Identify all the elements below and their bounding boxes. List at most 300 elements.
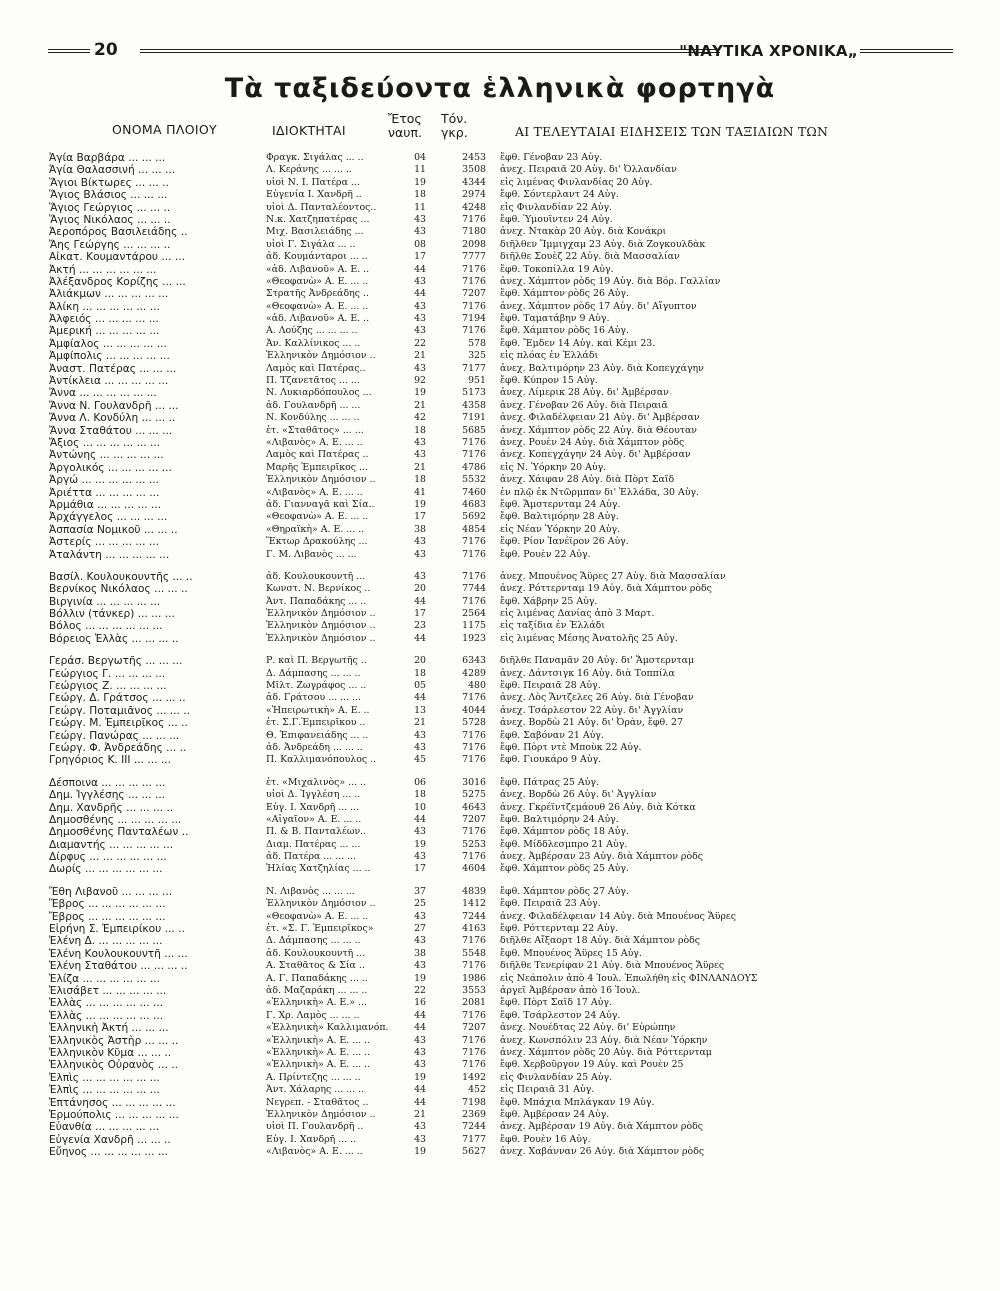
column-header-year-bottom: ναυπ. bbox=[388, 125, 422, 140]
build-year: 43 bbox=[414, 325, 426, 337]
build-year: 19 bbox=[414, 387, 426, 399]
owner-name: Λαμὸς καὶ Πατέρας.. bbox=[266, 362, 366, 374]
gross-tons: 7207 bbox=[462, 813, 486, 825]
ship-name: Δωρίς ... ... ... ... ... ... bbox=[49, 863, 163, 876]
ship-name: Ἑλληνικὴ Ἀκτή ... ... ... bbox=[49, 1022, 169, 1035]
ship-name: Ἀμφίπολις ... ... ... ... ... bbox=[49, 350, 170, 363]
voyage-news: εἰς Φινλανδίαν 25 Αὐγ. bbox=[500, 1071, 613, 1083]
gross-tons: 7244 bbox=[462, 910, 486, 922]
owner-name: Π. Καλλιμανόπουλος .. bbox=[266, 754, 377, 766]
build-year: 43 bbox=[414, 729, 426, 741]
column-header-news: ΑΙ ΤΕΛΕΥΤΑΙΑΙ ΕΙΔΗΣΕΙΣ ΤΩΝ ΤΑΞΙΔΙΩΝ ΤΩΝ bbox=[515, 124, 829, 139]
ship-name: Δίρφυς ... ... ... ... ... ... bbox=[49, 851, 167, 864]
table-row bbox=[0, 536, 1000, 548]
ship-name: Ἑλένη Δ. ... ... ... ... ... bbox=[49, 935, 163, 948]
ship-name: Ἑλλὰς ... ... ... ... ... ... bbox=[49, 997, 164, 1010]
table-row bbox=[0, 1146, 1000, 1158]
ship-name: Ἅγιος Βλάσιος ... ... ... bbox=[49, 189, 168, 202]
table-row bbox=[0, 363, 1000, 375]
table-row bbox=[0, 449, 1000, 461]
ship-name: Ἑλλὰς ... ... ... ... ... ... bbox=[49, 1009, 164, 1022]
voyage-news: ἀνεχ. Γένοβαν 26 Αὐγ. διὰ Πειραιᾶ bbox=[500, 399, 668, 411]
voyage-news: ἔφθ. Ρόττερνταμ 22 Αὐγ. bbox=[500, 923, 619, 935]
build-year: 44 bbox=[414, 1084, 426, 1096]
owner-name: «ἀδ. Λιβανοῦ» Α. Ε. .. bbox=[266, 263, 370, 275]
voyage-news: διῆλθε Παναμᾶν 20 Αὐγ. δι' Ἄμστερνταμ bbox=[500, 655, 695, 667]
ship-name: Ἀταλάντη ... ... ... ... ... bbox=[49, 548, 170, 561]
gross-tons: 1986 bbox=[462, 972, 486, 984]
voyage-news: ἀνεχ. Χάμπτον ρὸδς 17 Αὐγ. δι' Αἴγυπτον bbox=[500, 300, 697, 312]
table-row bbox=[0, 814, 1000, 826]
owner-name: Μαρῆς Ἐμπειρῖκος ... bbox=[266, 461, 368, 473]
gross-tons: 5692 bbox=[462, 511, 486, 523]
owner-name: «Αἰγαῖον» Α. Ε. ... .. bbox=[266, 813, 362, 825]
ship-name: Ἀστερίς ... ... ... ... ... bbox=[49, 536, 159, 549]
ship-name: Ἀρμάθια ... ... ... ... ... bbox=[49, 498, 162, 511]
build-year: 18 bbox=[414, 424, 426, 436]
table-row bbox=[0, 226, 1000, 238]
build-year: 43 bbox=[414, 1046, 426, 1058]
gross-tons: 4248 bbox=[462, 201, 486, 213]
voyage-news: ἔφθ. Πάτρας 25 Αὐγ. bbox=[500, 776, 599, 788]
build-year: 16 bbox=[414, 997, 426, 1009]
table-row bbox=[0, 886, 1000, 898]
table-row bbox=[0, 898, 1000, 910]
table-row bbox=[0, 935, 1000, 947]
voyage-news: ἀνεχ. Χάιφαν 28 Αὐγ. διὰ Πὸρτ Σαΐδ bbox=[500, 474, 675, 486]
build-year: 92 bbox=[414, 375, 426, 387]
table-row bbox=[0, 313, 1000, 325]
voyage-news: ἀνεχ. Φιλαδέλφειαν 21 Αὐγ. δι' Ἀμβέρσαν bbox=[500, 412, 700, 424]
column-header-ship: ΟΝΟΜΑ ΠΛΟΙΟΥ bbox=[112, 122, 217, 137]
gross-tons: 325 bbox=[468, 350, 486, 362]
table-row bbox=[0, 1059, 1000, 1071]
ship-name: Δημ. Χανδρῆς ... ... ... .. bbox=[49, 801, 174, 814]
ship-name: Βιργινία ... ... ... ... ... bbox=[49, 595, 161, 608]
table-row bbox=[0, 680, 1000, 692]
ship-name: Ἑλληνικὸν Κῦμα ... ... .. bbox=[49, 1046, 172, 1059]
gross-tons: 7176 bbox=[462, 263, 486, 275]
owner-name: Γ. Μ. Λιβανὸς ... ... bbox=[266, 548, 357, 560]
owner-name: Α. Λούζης ... ... ... .. bbox=[266, 325, 358, 337]
owner-name: Ἕκτωρ Δρακούλης ... bbox=[266, 536, 368, 548]
voyage-news: ἔφθ. Ἀμβέρσαν 24 Αὐγ. bbox=[500, 1108, 610, 1120]
ship-name: Γεώργιος Γ. ... ... ... ... bbox=[49, 667, 166, 680]
build-year: 18 bbox=[414, 189, 426, 201]
owner-name: ἑτ. Σ.Γ.Ἐμπειρῖκου .. bbox=[266, 717, 366, 729]
ship-name: Ἑρμούπολις ... ... ... ... ... bbox=[49, 1108, 179, 1121]
gross-tons: 4344 bbox=[462, 176, 486, 188]
build-year: 27 bbox=[414, 923, 426, 935]
gross-tons: 7460 bbox=[462, 486, 486, 498]
build-year: 44 bbox=[414, 263, 426, 275]
voyage-news: εἰς λιμένας Φινλανδίας 20 Αὐγ. bbox=[500, 176, 653, 188]
voyage-news: εἰς λιμένας Δανίας ἀπὸ 3 Μαρτ. bbox=[500, 608, 655, 620]
owner-name: Νεγρεπ. - Σταθᾶτος .. bbox=[266, 1096, 369, 1108]
voyage-news: ἀνεχ. Λίμερικ 28 Αὐγ. δι' Ἀμβέρσαν bbox=[500, 387, 669, 399]
ship-name: Ἄννα ... ... ... ... ... ... bbox=[49, 387, 157, 400]
owner-name: «Ἑλληνικὴ» Α. Ε. ... .. bbox=[266, 1046, 371, 1058]
gross-tons: 951 bbox=[468, 375, 486, 387]
ship-name: Ἀμερική ... ... ... ... ... bbox=[49, 325, 160, 338]
voyage-news: ἔφθ. Γιουκάρο 9 Αὐγ. bbox=[500, 754, 602, 766]
ship-name: Διαμαντής ... ... ... ... ... bbox=[49, 838, 174, 851]
table-row bbox=[0, 1035, 1000, 1047]
page-title: Τὰ ταξιδεύοντα ἑλληνικὰ φορτηγὰ bbox=[224, 73, 776, 104]
build-year: 43 bbox=[414, 851, 426, 863]
owner-name: «Θεοφανὼ» Α. Ε. ... .. bbox=[266, 511, 369, 523]
ship-name: Ἀλφειός ... ... ... ... ... bbox=[49, 313, 159, 326]
table-row bbox=[0, 251, 1000, 263]
owner-name: ἑτ. «Σταθᾶτος» ... ... bbox=[266, 424, 364, 436]
gross-tons: 5627 bbox=[462, 1146, 486, 1158]
voyage-news: ἀνεχ. Νουέδτας 22 Αὐγ. δι' Εὐρώπην bbox=[500, 1022, 676, 1034]
owner-name: ἀδ. Γράτσου ... ... ... bbox=[266, 692, 361, 704]
build-year: 10 bbox=[414, 801, 426, 813]
header-rule-right bbox=[860, 49, 953, 53]
build-year: 44 bbox=[414, 813, 426, 825]
voyage-news: ἔφθ. Χάμπτον ρὸδς 26 Αὐγ. bbox=[500, 288, 629, 300]
build-year: 43 bbox=[414, 436, 426, 448]
build-year: 23 bbox=[414, 620, 426, 632]
table-row bbox=[0, 1084, 1000, 1096]
voyage-news: ἀνεχ. Ἀμβέρσαν 23 Αὐγ. διὰ Χάμπτον ρὸδς bbox=[500, 851, 703, 863]
gross-tons: 4854 bbox=[462, 523, 486, 535]
header-rule-left bbox=[48, 49, 90, 53]
table-row bbox=[0, 754, 1000, 766]
build-year: 18 bbox=[414, 667, 426, 679]
ship-name: Ἑλισάβετ ... ... ... ... ... bbox=[49, 985, 167, 997]
voyage-news: ἀνεχ. Ντακὰρ 20 Αὐγ. διὰ Κονάκρι bbox=[500, 226, 667, 238]
gross-tons: 7194 bbox=[462, 313, 486, 325]
build-year: 20 bbox=[414, 583, 426, 595]
voyage-news: ἔφθ. Μίδδλεσμπρο 21 Αὐγ. bbox=[500, 838, 628, 850]
gross-tons: 4839 bbox=[462, 885, 486, 897]
owner-name: Ν. Λιβανὸς ... ... ... bbox=[266, 885, 355, 897]
ship-name: Ἅγιος Νικόλαος ... ... .. bbox=[49, 213, 171, 226]
gross-tons: 7191 bbox=[462, 412, 486, 424]
build-year: 45 bbox=[414, 754, 426, 766]
owner-name: ἀδ. Γουλανδρῆ ... ... bbox=[266, 399, 361, 411]
build-year: 44 bbox=[414, 692, 426, 704]
gross-tons: 452 bbox=[468, 1084, 486, 1096]
owner-name: υἱοὶ Γ. Σιγάλα ... .. bbox=[266, 238, 356, 250]
owner-name: Π. Τζανετᾶτος ... ... bbox=[266, 375, 360, 387]
ship-name: Ἑλληνικὸς Οὐρανὸς ... .. bbox=[49, 1059, 178, 1072]
owner-name: Κωνστ. Ν. Βερνίκος .. bbox=[266, 583, 371, 595]
gross-tons: 7777 bbox=[462, 251, 486, 263]
ship-name: Βασίλ. Κουλουκουντῆς ... .. bbox=[49, 570, 193, 583]
owner-name: «Λιβανὸς» Α. Ε. ... .. bbox=[266, 1146, 363, 1158]
ship-name: Ἀλίκη ... ... ... ... ... ... bbox=[49, 300, 160, 313]
ship-name: Γεώργ. Ποταμιᾶνος ... ... .. bbox=[49, 704, 191, 717]
build-year: 17 bbox=[414, 251, 426, 263]
gross-tons: 7176 bbox=[462, 741, 486, 753]
build-year: 21 bbox=[414, 399, 426, 411]
gross-tons: 7176 bbox=[462, 536, 486, 548]
ship-name: Ἀλέξανδρος Κορίζης ... ... bbox=[49, 275, 186, 288]
voyage-news: ἔφθ. Μπάχια Μπλάγκαν 19 Αὐγ. bbox=[500, 1096, 655, 1108]
gross-tons: 2369 bbox=[462, 1108, 486, 1120]
voyage-news: ἔφθ. Ταματάβην 9 Αὐγ. bbox=[500, 313, 610, 325]
table-row bbox=[0, 387, 1000, 399]
voyage-news: διῆλθε Τενερίφαν 21 Αὐγ. διὰ Μπουένος Ἄϋρες bbox=[500, 960, 725, 972]
ship-name: Αἰκατ. Κουμαντάρου ... ... bbox=[49, 251, 186, 264]
table-row bbox=[0, 777, 1000, 789]
build-year: 43 bbox=[414, 548, 426, 560]
ship-name: Εὔηνος ... ... ... ... ... ... bbox=[49, 1146, 168, 1159]
gross-tons: 7176 bbox=[462, 1009, 486, 1021]
voyage-news: ἔφθ. Βαλτιμόρην 28 Αὐγ. bbox=[500, 511, 619, 523]
table-row bbox=[0, 437, 1000, 449]
ship-name: Ἔθη Λιβανοῦ ... ... ... ... bbox=[49, 885, 173, 898]
voyage-news: ἀνεχ. Ρόττερνταμ 19 Αὐγ. διὰ Χάμπτον ρὸδς bbox=[500, 583, 712, 595]
table-row bbox=[0, 487, 1000, 499]
owner-name: Δ. Δάμπασης ... ... .. bbox=[266, 667, 361, 679]
build-year: 13 bbox=[414, 704, 426, 716]
ship-name: Ἀμφίαλος ... ... ... ... ... bbox=[49, 337, 167, 350]
owner-name: Ἀντ. Χάλαρης ... ... .. bbox=[266, 1084, 365, 1096]
build-year: 43 bbox=[414, 910, 426, 922]
gross-tons: 1175 bbox=[462, 620, 486, 632]
table-row bbox=[0, 412, 1000, 424]
ship-name: Γεώργ. Δ. Γράτσος ... ... .. bbox=[49, 692, 186, 705]
voyage-news: ἔφθ. Ἔμδεν 14 Αὐγ. καὶ Κέμι 23. bbox=[500, 337, 656, 349]
table-row bbox=[0, 1022, 1000, 1034]
owner-name: Ἑλληνικὸν Δημόσιον .. bbox=[266, 620, 376, 632]
gross-tons: 5685 bbox=[462, 424, 486, 436]
group-separator bbox=[0, 561, 1000, 571]
ship-name: Εὐγενία Χανδρῆ ... ... .. bbox=[49, 1133, 171, 1146]
voyage-news: ἀνεχ. Χάμπτον ρὸδς 19 Αὐγ. διὰ Βόρ. Γαλλίαν bbox=[500, 275, 721, 287]
voyage-news: ἔφθ. Πειραιᾶ 28 Αὐγ. bbox=[500, 680, 601, 692]
table-row bbox=[0, 214, 1000, 226]
build-year: 17 bbox=[414, 608, 426, 620]
voyage-news: ἔφθ. Τοκοπίλλα 19 Αὐγ. bbox=[500, 263, 614, 275]
voyage-news: ἔφθ. Πὸρτ Σαΐδ 17 Αὐγ. bbox=[500, 997, 612, 1009]
gross-tons: 5728 bbox=[462, 717, 486, 729]
voyage-news: ἔφθ. Βαλτιμόρην 24 Αὐγ. bbox=[500, 813, 619, 825]
table-row bbox=[0, 973, 1000, 985]
voyage-news: ἔφθ. Τσάρλεστον 24 Αὐγ. bbox=[500, 1009, 621, 1021]
voyage-news: εἰς λιμένας Μέσης Ἀνατολῆς 25 Αὐγ. bbox=[500, 632, 678, 644]
owner-name: Μῖλτ. Ζωγράφος ... .. bbox=[266, 680, 367, 692]
build-year: 19 bbox=[414, 1071, 426, 1083]
ship-name: Ἁγία Βαρβάρα ... ... ... bbox=[49, 152, 166, 164]
build-year: 43 bbox=[414, 313, 426, 325]
ship-name: Ἁγία Θαλασσινή ... ... ... bbox=[49, 164, 176, 177]
owner-name: ἀδ. Πατέρα ... ... ... bbox=[266, 851, 357, 863]
ship-name: Βερνίκος Νικόλαος ... ... .. bbox=[49, 583, 188, 596]
voyage-news: εἰς Πειραιᾶ 31 Αὐγ. bbox=[500, 1084, 595, 1096]
gross-tons: 480 bbox=[468, 680, 486, 692]
ship-name: Ἄξιος ... ... ... ... ... ... bbox=[49, 436, 161, 449]
voyage-news: ἀνεχ. Φιλαδέλφειαν 14 Αὐγ. διὰ Μπουένος Ἄϋρες bbox=[500, 910, 737, 922]
build-year: 38 bbox=[414, 523, 426, 535]
gross-tons: 4643 bbox=[462, 801, 486, 813]
build-year: 19 bbox=[414, 498, 426, 510]
gross-tons: 4683 bbox=[462, 498, 486, 510]
voyage-news: εἰς Ν. Ὑόρκην 20 Αὐγ. bbox=[500, 461, 607, 473]
owner-name: Γ. Χρ. Λαμὸς ... ... .. bbox=[266, 1009, 360, 1021]
voyage-news: ἀνεχ. Δάντσιγκ 16 Αὐγ. διὰ Τοππίλα bbox=[500, 667, 675, 679]
gross-tons: 1923 bbox=[462, 632, 486, 644]
ship-name: Βόρειος Ἑλλὰς ... ... ... .. bbox=[49, 632, 179, 645]
ship-name: Ἀντώνης ... ... ... ... ... bbox=[49, 449, 164, 462]
table-row bbox=[0, 425, 1000, 437]
table-row bbox=[0, 655, 1000, 667]
owner-name: Θ. Ἐπιφανειάδης ... .. bbox=[266, 729, 369, 741]
voyage-news: ἔφθ. Χάμπτον ρὸδς 27 Αὐγ. bbox=[500, 885, 629, 897]
gross-tons: 5532 bbox=[462, 474, 486, 486]
build-year: 19 bbox=[414, 1146, 426, 1158]
ship-name: Ἑπτάνησος ... ... ... ... ... bbox=[49, 1096, 176, 1109]
build-year: 06 bbox=[414, 776, 426, 788]
voyage-news: ἔφθ. Χάμπτον ρὸδς 18 Αὐγ. bbox=[500, 826, 629, 838]
owner-name: ἀδ. Κουμάνταροι ... .. bbox=[266, 251, 368, 263]
voyage-news: ἔφθ. Χάμπτον ρὸδς 25 Αὐγ. bbox=[500, 863, 629, 875]
table-row bbox=[0, 524, 1000, 536]
gross-tons: 5275 bbox=[462, 789, 486, 801]
build-year: 25 bbox=[414, 898, 426, 910]
voyage-news: ἔφθ. Πειραιᾶ 23 Αὐγ. bbox=[500, 898, 601, 910]
table-row bbox=[0, 668, 1000, 680]
gross-tons: 7176 bbox=[462, 595, 486, 607]
build-year: 43 bbox=[414, 1059, 426, 1071]
ship-name: Ἄννα Σταθάτου ... ... ... bbox=[49, 424, 173, 437]
gross-tons: 7176 bbox=[462, 213, 486, 225]
build-year: 43 bbox=[414, 935, 426, 947]
voyage-news: διῆλθε Σουὲζ 22 Αὐγ. διὰ Μασσαλίαν bbox=[500, 251, 680, 263]
owner-name: Π. & Β. Πανταλέων.. bbox=[266, 826, 367, 838]
voyage-news: εἰς πλόας ἐν Ἑλλάδι bbox=[500, 350, 599, 362]
voyage-news: ἔφθ. Ἄμστερνταμ 24 Αὐγ. bbox=[500, 498, 621, 510]
build-year: 43 bbox=[414, 213, 426, 225]
voyage-news: ἀνεχ. Μπουένος Ἄϋρες 27 Αὐγ. διὰ Μασσαλίαν bbox=[500, 570, 726, 582]
owner-name: Ἀν. Καλλίνικος ... .. bbox=[266, 337, 361, 349]
ship-name: Ἄης Γεώργης ... ... ... .. bbox=[49, 238, 171, 251]
voyage-news: ἀνεχ. Βορδὼ 26 Αὐγ. δι' Ἀγγλίαν bbox=[500, 789, 657, 801]
owner-name: ἀδ. Γιανναγᾶ καὶ Σία.. bbox=[266, 498, 375, 510]
gross-tons: 7244 bbox=[462, 1121, 486, 1133]
voyage-news: εἰς Φινλανδίαν 22 Αὐγ. bbox=[500, 201, 613, 213]
table-row bbox=[0, 239, 1000, 251]
owner-name: Ἑλληνικὸν Δημόσιον .. bbox=[266, 608, 376, 620]
voyage-news: ἔφθ. Ρουὲν 16 Αὐγ. bbox=[500, 1133, 591, 1145]
table-row bbox=[0, 839, 1000, 851]
table-row bbox=[0, 1121, 1000, 1133]
table-row bbox=[0, 474, 1000, 486]
owner-name: ἑτ. «Σ. Γ. Ἐμπειρῖκος» bbox=[266, 923, 374, 935]
gross-tons: 2098 bbox=[462, 238, 486, 250]
voyage-news: ἀνεχ. Βαλτιμόρην 23 Αὐγ. διὰ Κοπεγχάγην bbox=[500, 362, 704, 374]
gross-tons: 7176 bbox=[462, 729, 486, 741]
gross-tons: 1492 bbox=[462, 1071, 486, 1083]
build-year: 38 bbox=[414, 947, 426, 959]
gross-tons: 4786 bbox=[462, 461, 486, 473]
build-year: 18 bbox=[414, 789, 426, 801]
owner-name: Ν. Κονδύλης ... ... .. bbox=[266, 412, 360, 424]
voyage-news: ἀνεχ. Ἀμβέρσαν 19 Αὐγ. διὰ Χάμπτον ρὸδς bbox=[500, 1121, 703, 1133]
ship-name: Γεώργ. Φ. Ἀνδρεάδης ... .. bbox=[49, 741, 187, 754]
gross-tons: 7176 bbox=[462, 692, 486, 704]
voyage-news: ἀνεχ. Γκρέϊντζεμάουθ 26 Αὐγ. διὰ Κότκα bbox=[500, 801, 696, 813]
voyage-news: ἀνεχ. Κοπεγχάγην 24 Αὐγ. δι' Ἀμβέρσαν bbox=[500, 449, 691, 461]
owner-name: Α. Πρίντεζης ... ... .. bbox=[266, 1071, 361, 1083]
ship-name: Ἀναστ. Πατέρας ... ... ... bbox=[49, 362, 177, 375]
owner-name: Ἑλληνικὸν Δημόσιον .. bbox=[266, 350, 376, 362]
table-row bbox=[0, 164, 1000, 176]
table-row bbox=[0, 499, 1000, 511]
gross-tons: 7176 bbox=[462, 851, 486, 863]
table-row bbox=[0, 1047, 1000, 1059]
gross-tons: 5548 bbox=[462, 947, 486, 959]
group-separator bbox=[0, 876, 1000, 886]
voyage-news: εἰς Νεάπολιν ἀπὸ 4 Ἰουλ. Ἐπωλήθη εἰς ΦΙΝΛΑΝΔΟΥΣ bbox=[500, 972, 758, 984]
column-header-tons-bottom: γκρ. bbox=[441, 125, 468, 140]
voyage-news: ἀνεχ. Κωνσπόλιν 23 Αὐγ. διὰ Νέαν Ὑόρκην bbox=[500, 1034, 708, 1046]
table-row bbox=[0, 177, 1000, 189]
ship-name: Εὐανθία ... ... ... ... ... bbox=[49, 1121, 160, 1134]
gross-tons: 7198 bbox=[462, 1096, 486, 1108]
gross-tons: 5253 bbox=[462, 838, 486, 850]
ship-name: Ἔβρος ... ... ... ... ... ... bbox=[49, 898, 166, 911]
gross-tons: 7176 bbox=[462, 1059, 486, 1071]
build-year: 08 bbox=[414, 238, 426, 250]
build-year: 43 bbox=[414, 960, 426, 972]
owner-name: Μιχ. Βασιλειάδης ... bbox=[266, 226, 364, 238]
ship-name: Δημ. Ἰγγλέσης ... ... ... bbox=[49, 789, 166, 802]
gross-tons: 7176 bbox=[462, 826, 486, 838]
gross-tons: 7176 bbox=[462, 754, 486, 766]
table-row bbox=[0, 288, 1000, 300]
table-row bbox=[0, 1097, 1000, 1109]
build-year: 43 bbox=[414, 1133, 426, 1145]
gross-tons: 7176 bbox=[462, 935, 486, 947]
gross-tons: 7176 bbox=[462, 436, 486, 448]
gross-tons: 4289 bbox=[462, 667, 486, 679]
column-header-tons-top: Τόν. bbox=[441, 111, 468, 126]
gross-tons: 5173 bbox=[462, 387, 486, 399]
ship-name: Ἄννα Ν. Γουλανδρῆ ... ... bbox=[49, 399, 179, 412]
table-row bbox=[0, 264, 1000, 276]
column-header-owner: ΙΔΙΟΚΤΗΤΑΙ bbox=[272, 123, 346, 138]
owner-name: Ἀντ. Παπαδάκης ... .. bbox=[266, 595, 367, 607]
table-row bbox=[0, 152, 1000, 164]
owner-name: ἑτ. «Μιχαλινὸς» ... .. bbox=[266, 776, 367, 788]
table-row bbox=[0, 375, 1000, 387]
owner-name: «Ἑλληνικὴ» Καλλιμανόπ. bbox=[266, 1022, 389, 1034]
owner-name: υἱοὶ Δ. Ἰγγλέση ... .. bbox=[266, 789, 361, 801]
table-row bbox=[0, 948, 1000, 960]
build-year: 20 bbox=[414, 655, 426, 667]
voyage-news: ἀνεχ. Χάμπτον ρὸδς 20 Αὐγ. διὰ Ρόττερνταμ bbox=[500, 1046, 712, 1058]
gross-tons: 4358 bbox=[462, 399, 486, 411]
voyage-news: ἔφθ. Ὑμουΐντεν 24 Αὐγ. bbox=[500, 213, 613, 225]
table-row bbox=[0, 400, 1000, 412]
build-year: 17 bbox=[414, 511, 426, 523]
table-row bbox=[0, 997, 1000, 1009]
build-year: 43 bbox=[414, 536, 426, 548]
ship-name: Γεώργιος Ζ. ... ... ... ... bbox=[49, 680, 167, 693]
table-row bbox=[0, 350, 1000, 362]
table-row bbox=[0, 911, 1000, 923]
owner-name: υἱοὶ Δ. Πανταλέοντος.. bbox=[266, 201, 377, 213]
ship-name: Ἀρχάγγελος ... ... ... ... bbox=[49, 511, 168, 524]
ship-name: Ἀλιάκμων ... ... ... ... ... bbox=[49, 288, 169, 301]
voyage-news: ἔφθ. Χάμπτον ρὸδς 16 Αὐγ. bbox=[500, 325, 629, 337]
build-year: 43 bbox=[414, 826, 426, 838]
